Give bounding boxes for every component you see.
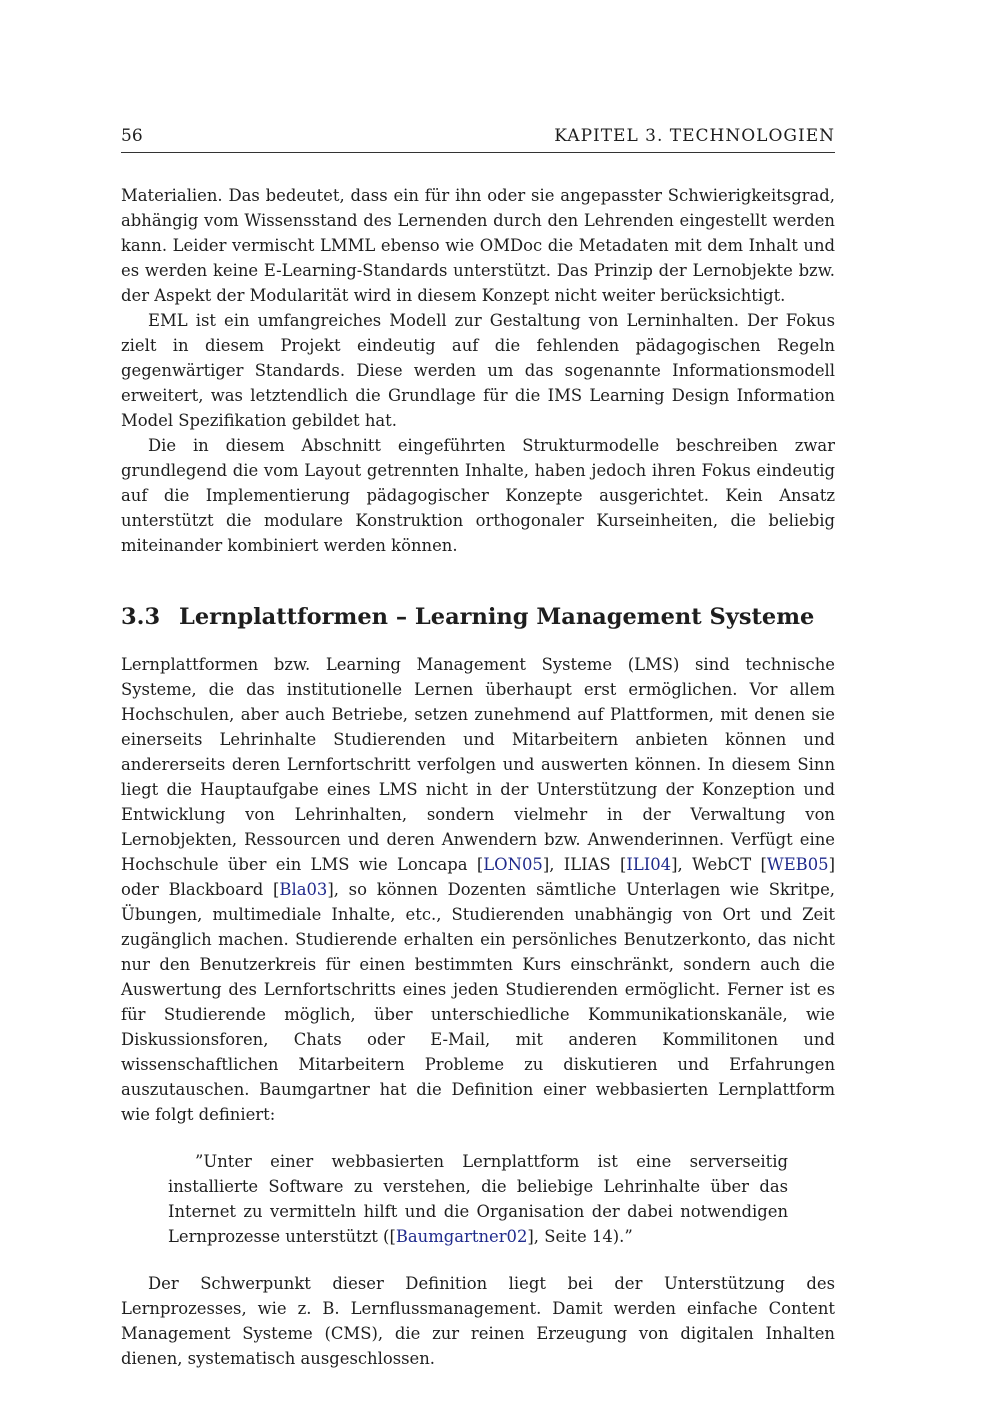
section-title: Lernplattformen – Learning Management Systeme (179, 604, 815, 630)
citation-link-ili04[interactable]: ILI04 (626, 855, 672, 874)
paragraph-text: ] oder Blackboard [ (121, 855, 835, 899)
page-body (121, 183, 835, 1371)
citation-link-web05[interactable]: WEB05 (766, 855, 829, 874)
citation-link-bla03[interactable]: Bla03 (279, 880, 328, 899)
paragraph-text: ], so können Dozenten sämtliche Unterlagen wie Skritpe, Übungen, multimediale Inhalte, etc., Studierenden unabhängig von Ort und Zeit zugänglich machen. Studierende erhalten ein persönliches Benutzerkonto, das nicht nur den Benutzerkreis für einen bestimmten Kurs einschränkt, sondern auch die Auswertung des Lernfortschritts eines jeden Studierenden ermöglicht. Ferner ist es für Studierende möglich, über unterschiedliche Kommunikationskanäle, wie Diskussionsforen, Chats oder E-Mail, mit anderen Kommilitonen und wissenschaftlichen Mitarbeitern Probleme zu diskutieren und Erfahrungen auszutauschen. Baumgartner hat die Definition einer webbasierten Lernplattform wie folgt definiert: (121, 880, 835, 1124)
paragraph-text: Lernplattformen bzw. Learning Management Systeme (LMS) sind technische Systeme, die das institutionelle Lernen überhaupt erst ermöglichen. Vor allem Hochschulen, aber auch Betriebe, setzen zunehmend auf Plattformen, mit denen sie einerseits Lehrinhalte Studierenden und Mitarbeitern anbieten können und andererseits deren Lernfortschritt verfolgen und auswerten können. In diesem Sinn liegt die Hauptaufgabe eines LMS nicht in der Unterstützung der Konzeption und Entwicklung von Lehrinhalten, sondern vielmehr in der Verwaltung von Lernobjekten, Ressourcen und deren Anwendern bzw. Anwenderinnen. Verfügt eine Hochschule über ein LMS wie Loncapa [ (121, 655, 835, 874)
paragraph-lernplattformen (121, 652, 835, 1127)
quote-part: ], Seite 14).” (527, 1227, 633, 1246)
citation-link-lon05[interactable]: LON05 (483, 855, 543, 874)
section-heading (121, 602, 835, 632)
paragraph-schwerpunkt: Der Schwerpunkt dieser Definition liegt bei der Unterstützung des Lernprozesses, wie z. B. Lernflussmanagement. Damit werden einfache Content Management Systeme (CMS), die zur reinen Erzeugung von digitalen Inhalten dienen, systematisch ausgeschlossen. (121, 1274, 835, 1368)
paragraph-strukturmodelle: Die in diesem Abschnitt eingeführten Strukturmodelle beschreiben zwar grundlegend die vom Layout getrennten Inhalte, haben jedoch ihren Fokus eindeutig auf die Implementierung pädagogischer Konzepte ausgerichtet. Kein Ansatz unterstützt die modulare Konstruktion orthogonaler Kurseinheiten, die beliebig miteinander kombiniert werden können. (121, 436, 835, 555)
quote-text (168, 1149, 788, 1249)
page-header (121, 126, 835, 153)
page-number: 56 (121, 126, 143, 146)
paragraph-text: ], WebCT [ (671, 855, 767, 874)
definition-quote (168, 1149, 788, 1249)
quote-part: ”Unter einer webbasierten Lernplattform ist eine serverseitig installierte Software zu verstehen, die beliebige Lehrinhalte über das Internet zu vermitteln hilft und die Organisation der dabei notwendigen Lernprozesse unterstützt ([ (168, 1152, 788, 1246)
paragraph-materialien: Materialien. Das bedeutet, dass ein für ihn oder sie angepasster Schwierigkeitsgrad, abhängig vom Wissensstand des Lernenden durch den Lehrenden eingestellt werden kann. Leider vermischt LMML ebenso wie OMDoc die Metadaten mit dem Inhalt und es werden keine E-Learning-Standards unterstützt. Das Prinzip der Lernobjekte bzw. der Aspekt der Modularität wird in diesem Konzept nicht weiter berücksichtigt. (121, 186, 835, 305)
running-title: KAPITEL 3. TECHNOLOGIEN (554, 126, 835, 146)
section-number: 3.3 (121, 604, 161, 630)
paragraph-eml: EML ist ein umfangreiches Modell zur Gestaltung von Lerninhalten. Der Fokus zielt in diesem Projekt eindeutig auf die fehlenden pädagogischen Regeln gegenwärtiger Standards. Diese werden um das sogenannte Informationsmodell erweitert, was letztendlich die Grundlage für die IMS Learning Design Information Model Spezifikation gebildet hat. (121, 311, 835, 430)
paragraph-text: ], ILIAS [ (542, 855, 627, 874)
citation-link-baumgartner02[interactable]: Baumgartner02 (395, 1227, 528, 1246)
